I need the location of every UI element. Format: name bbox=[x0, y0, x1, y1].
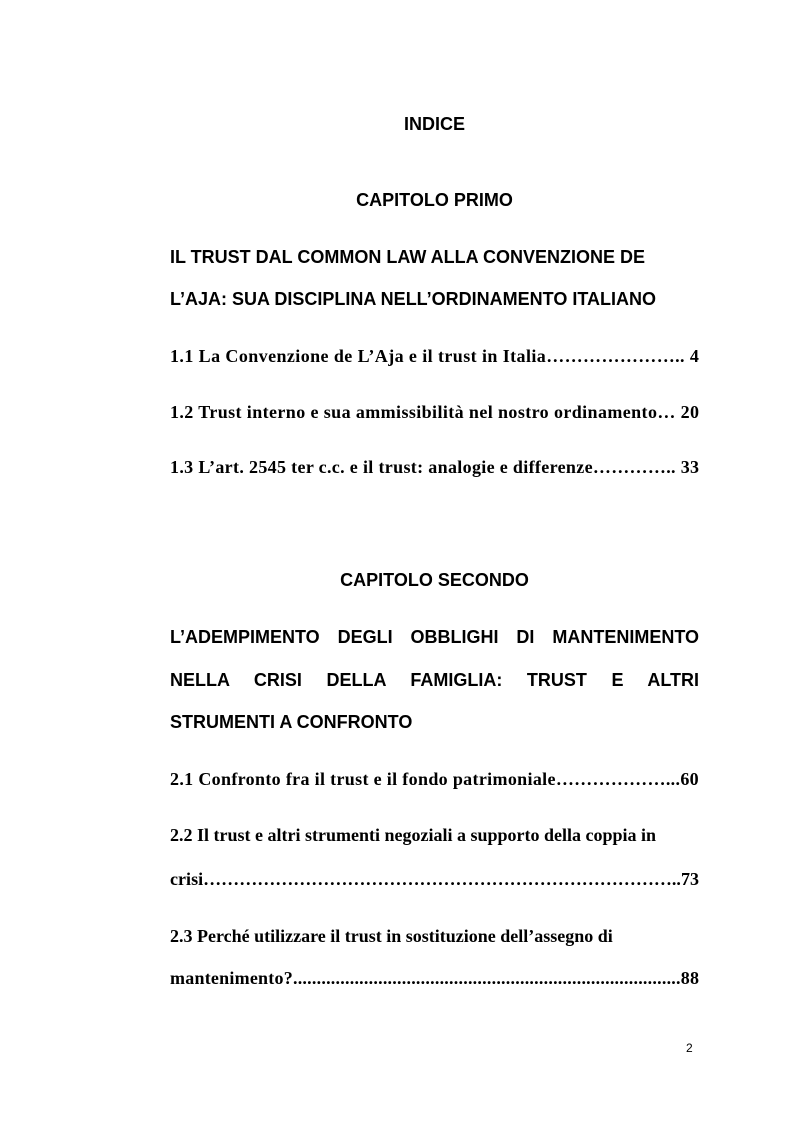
toc-entry-1-1: 1.1 La Convenzione de L’Aja e il trust in Italia………………….. 4 bbox=[170, 346, 700, 366]
chapter-1-heading-line-1: IL TRUST DAL COMMON LAW ALLA CONVENZIONE DE bbox=[170, 247, 645, 267]
toc-entry-2-3-line-1: 2.3 Perché utilizzare il trust in sostituzione dell’assegno di bbox=[170, 926, 613, 946]
toc-entry-2-2-line-2: crisi……………………………………………………………………..73 bbox=[170, 869, 700, 889]
chapter-2-label: CAPITOLO SECONDO bbox=[340, 570, 529, 590]
chapter-1-heading-line-2: L’AJA: SUA DISCIPLINA NELL’ORDINAMENTO ITALIANO bbox=[170, 289, 657, 309]
chapter-1-label: CAPITOLO PRIMO bbox=[356, 190, 513, 210]
toc-entry-2-1: 2.1 Confronto fra il trust e il fondo patrimoniale………………...60 bbox=[170, 769, 699, 789]
toc-entry-1-3: 1.3 L’art. 2545 ter c.c. e il trust: analogie e differenze………….. 33 bbox=[170, 457, 700, 477]
index-title: INDICE bbox=[403, 114, 465, 134]
toc-entry-2-3-line-2: mantenimento?..................................................................................88 bbox=[170, 968, 700, 988]
toc-entry-1-2: 1.2 Trust interno e sua ammissibilità nel nostro ordinamento… 20 bbox=[170, 402, 700, 422]
toc-entry-2-2-line-1: 2.2 Il trust e altri strumenti negoziali a supporto della coppia in bbox=[170, 825, 656, 845]
chapter-2-heading-line-3: STRUMENTI A CONFRONTO bbox=[170, 712, 413, 732]
page-number: 2 bbox=[686, 1041, 693, 1055]
chapter-2-heading-line-1: L’ADEMPIMENTO DEGLI OBBLIGHI DI MANTENIMENTO bbox=[170, 627, 699, 647]
chapter-2-heading-line-2: NELLA CRISI DELLA FAMIGLIA: TRUST E ALTRI bbox=[170, 670, 699, 690]
